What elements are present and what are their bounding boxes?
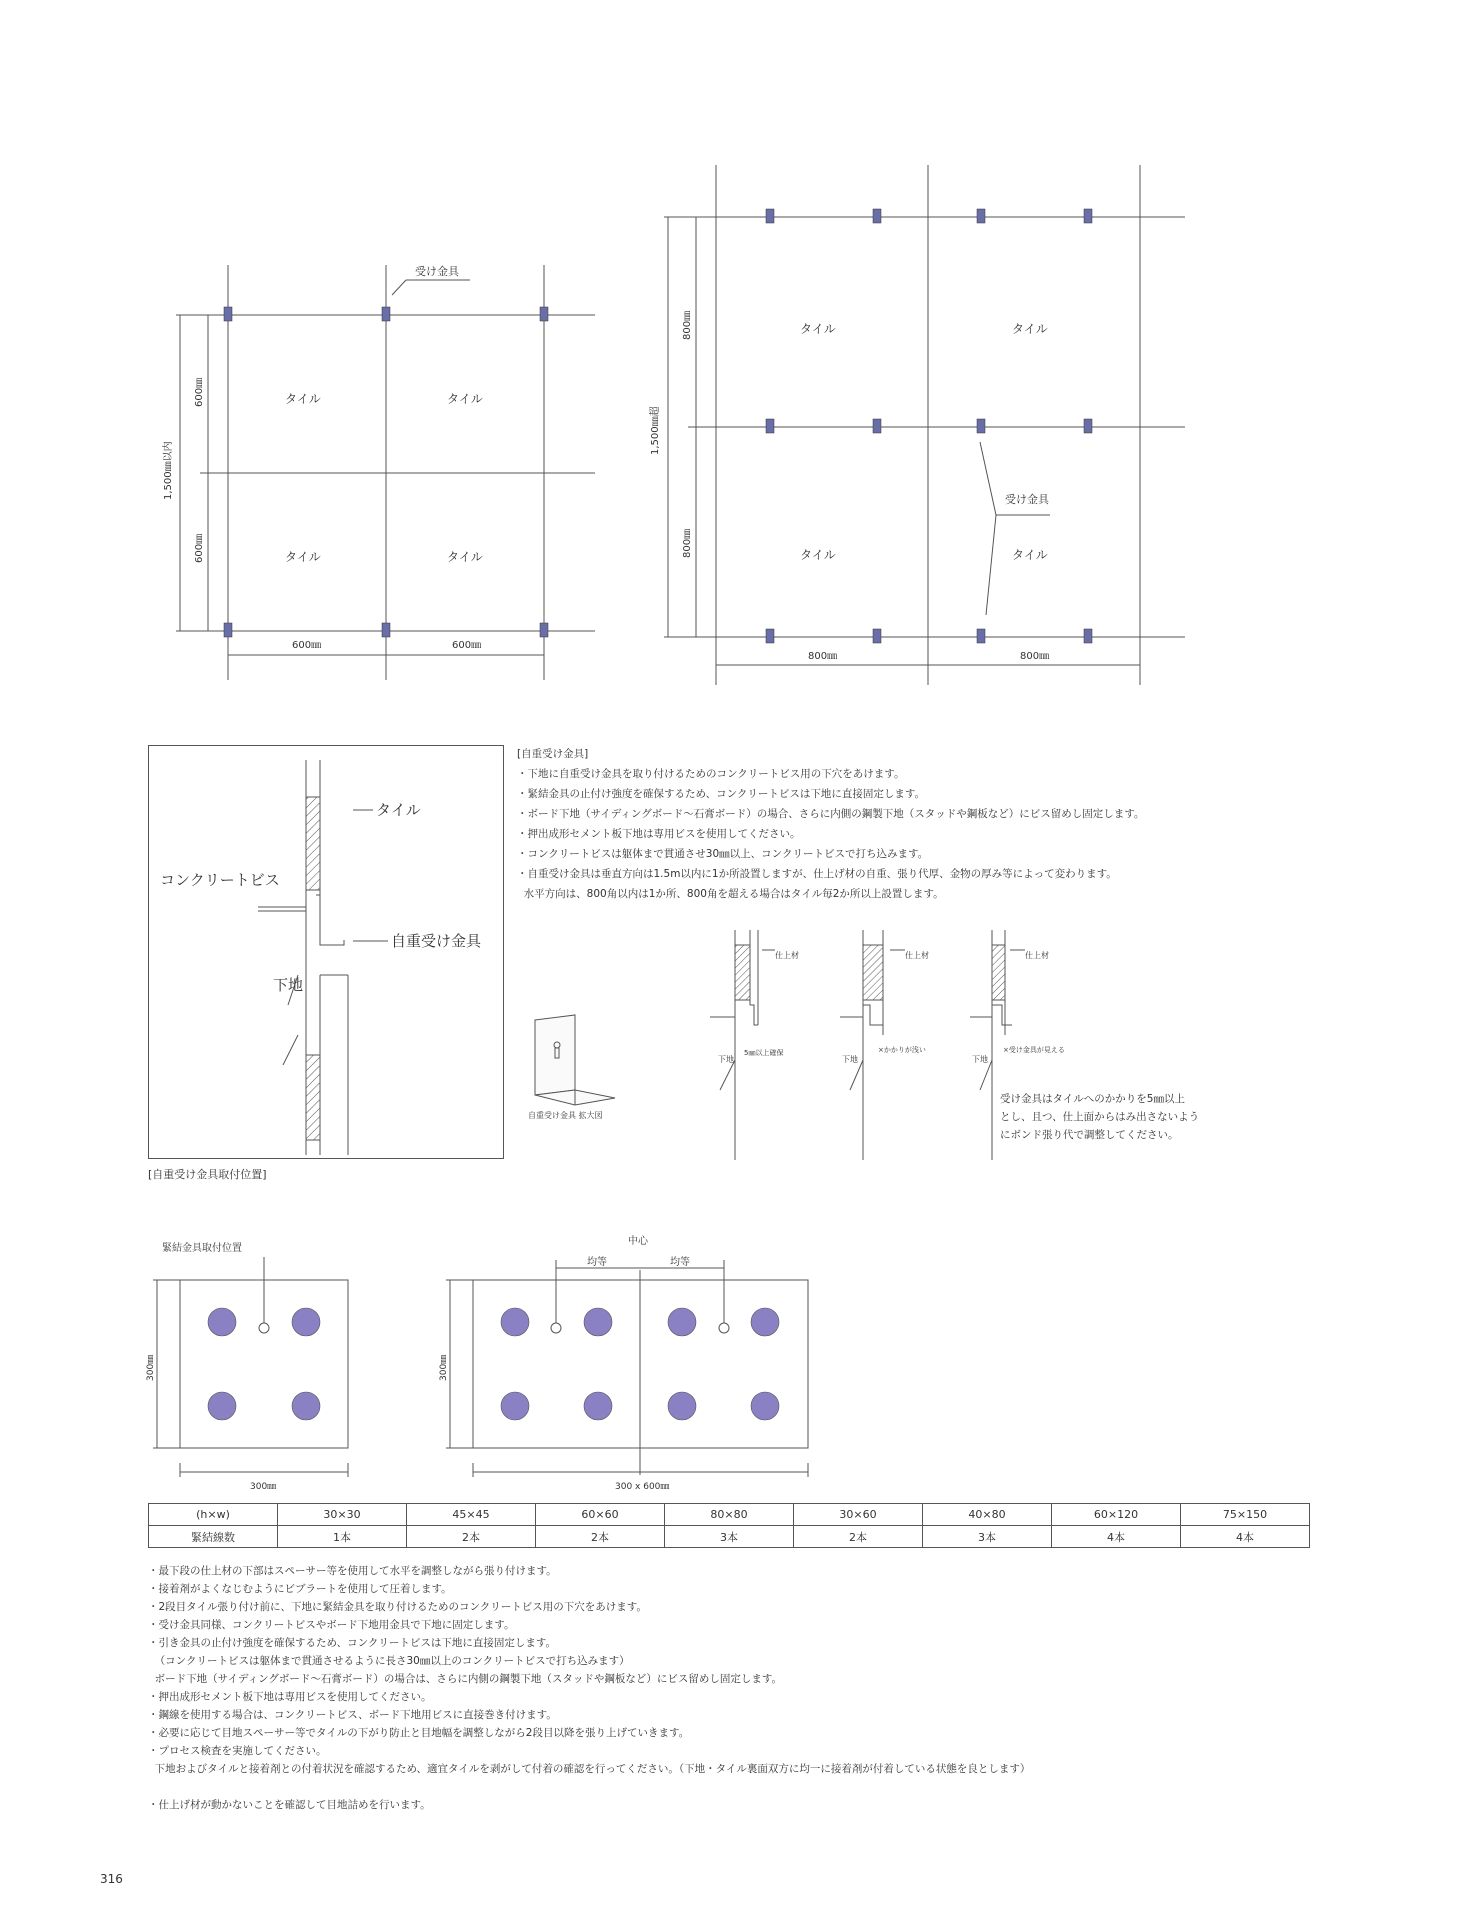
bottom-notes xyxy=(148,1562,1348,1814)
detail-note-line: とし、且つ、仕上面からはみ出さないよう xyxy=(1000,1111,1200,1123)
bracket-label: 自重受け金具 xyxy=(391,932,482,950)
table-cell: 2本 xyxy=(536,1526,665,1548)
note-line xyxy=(148,1778,1348,1796)
tile-label: タイル xyxy=(447,392,483,406)
dim-label: 300㎜ xyxy=(146,1354,156,1381)
tile-label: タイル xyxy=(285,550,321,564)
table-cell: 45×45 xyxy=(407,1504,536,1526)
spec-table-wrap xyxy=(148,1503,1310,1548)
tile-label: タイル xyxy=(1012,322,1048,336)
note-line: ボード下地（サイディングボード～石膏ボード）の場合は、さらに内側の鋼製下地（スタッドや鋼板など）にビス留めし固定します。 xyxy=(148,1673,783,1685)
note-line: ・最下段の仕上材の下部はスペーサー等を使用して水平を調整しながら張り付けます。 xyxy=(148,1565,557,1577)
tile-label: タイル xyxy=(447,550,483,564)
tile-label: タイル xyxy=(376,801,421,819)
dim-label: 600㎜ xyxy=(452,640,482,651)
page-number: 316 xyxy=(100,1872,123,1886)
note-line: 水平方向は、800角以内は1か所、800角を超える場合はタイル毎2か所以上設置します。 xyxy=(517,888,944,900)
dim-label: 800㎜ xyxy=(682,310,693,340)
tile-label: タイル xyxy=(800,322,836,336)
equal-label: 均等 xyxy=(587,1257,607,1268)
table-cell: 3本 xyxy=(923,1526,1052,1548)
note-line: ・コンクリートビスは躯体まで貫通させ30㎜以上、コンクリートビスで打ち込みます。 xyxy=(517,848,929,860)
dim-label: 800㎜ xyxy=(1020,651,1050,662)
finish-label: 仕上材 xyxy=(1025,951,1049,960)
note-line: ・仕上げ材が動かないことを確認して目地詰めを行います。 xyxy=(148,1799,431,1811)
detail-note: ×受け金具が見える xyxy=(1003,1046,1065,1054)
note-line: ・押出成形セメント板下地は専用ビスを使用してください。 xyxy=(148,1691,432,1703)
spec-table xyxy=(148,1503,1310,1548)
small-details xyxy=(700,925,1260,1165)
screw-label: コンクリートビス xyxy=(160,871,280,889)
table-row xyxy=(149,1526,1310,1548)
finish-label: 仕上材 xyxy=(775,951,799,960)
fastener-title: 緊結金具取付位置 xyxy=(162,1243,242,1254)
bracket-label: 受け金具 xyxy=(415,265,459,278)
table-cell: 4本 xyxy=(1181,1526,1310,1548)
note-line: ・プロセス検査を実施してください。 xyxy=(148,1745,327,1757)
note-line: ・自重受け金具は垂直方向は1.5m以内に1か所設置しますが、仕上げ材の自重、張り代厚、金物の厚み等によって変わります。 xyxy=(517,868,1117,880)
detail-note: ×かかりが浅い xyxy=(878,1046,926,1054)
grid-diagram-800 xyxy=(640,160,1200,700)
grid-diagram-600 xyxy=(140,255,620,695)
dim-label: 600㎜ xyxy=(292,640,322,651)
base-label: 下地 xyxy=(273,976,304,994)
table-cell: 80×80 xyxy=(665,1504,794,1526)
note-line: ・受け金具同様、コンクリートビスやボード下地用金具で下地に固定します。 xyxy=(148,1619,515,1631)
note-line: ・下地に自重受け金具を取り付けるためのコンクリートビス用の下穴をあけます。 xyxy=(517,768,905,780)
note-line: ・接着剤がよくなじむようにビブラートを使用して圧着します。 xyxy=(148,1583,452,1595)
table-cell: 60×120 xyxy=(1052,1504,1181,1526)
table-cell: 60×60 xyxy=(536,1504,665,1526)
base-label: 下地 xyxy=(842,1055,858,1064)
dim-label: 300㎜ xyxy=(439,1354,449,1381)
base-label: 下地 xyxy=(972,1055,988,1064)
finish-label: 仕上材 xyxy=(905,951,929,960)
center-label: 中心 xyxy=(628,1236,648,1247)
enlarged-label: 自重受け金具 拡大図 xyxy=(528,1111,603,1120)
note-line: ・鋼線を使用する場合は、コンクリートビス、ボード下地用ビスに直接巻き付けます。 xyxy=(148,1709,557,1721)
section-detail-box xyxy=(148,745,508,1185)
table-cell: 緊結線数 xyxy=(149,1526,278,1548)
equal-label: 均等 xyxy=(670,1257,690,1268)
dim-total-label: 1,500㎜超 xyxy=(650,406,661,455)
table-cell: (h×w) xyxy=(149,1504,278,1526)
table-cell: 1本 xyxy=(278,1526,407,1548)
caption: [自重受け金具取付位置] xyxy=(148,1168,267,1181)
bracket-notes xyxy=(517,744,1437,904)
note-line: ・ボード下地（サイディングボード～石膏ボード）の場合、さらに内側の鋼製下地（スタッドや鋼板など）にビス留めし固定します。 xyxy=(517,808,1145,820)
table-cell: 4本 xyxy=(1052,1526,1181,1548)
note-line: 下地およびタイルと接着剤との付着状況を確認するため、適宜タイルを剥がして付着の確認を行ってください。（下地・タイル裏面双方に均一に接着剤が付着している状態を良とします） xyxy=(148,1763,1031,1775)
tile-label: タイル xyxy=(285,392,321,406)
table-cell: 75×150 xyxy=(1181,1504,1310,1526)
fastener-diagrams xyxy=(140,1235,840,1500)
detail-note: 5㎜以上確保 xyxy=(744,1049,784,1057)
note-line: （コンクリートビスは躯体まで貫通させるように長さ30㎜以上のコンクリートビスで打ち込みます） xyxy=(148,1655,630,1667)
dim-label: 800㎜ xyxy=(682,528,693,558)
detail-note-line: 受け金具はタイルへのかかりを5㎜以上 xyxy=(1000,1093,1185,1105)
table-cell: 2本 xyxy=(794,1526,923,1548)
dim-label: 800㎜ xyxy=(808,651,838,662)
dim-label: 600㎜ xyxy=(194,533,205,563)
note-line: ・2段目タイル張り付け前に、下地に緊結金具を取り付けるためのコンクリートビス用の下穴をあけます。 xyxy=(148,1601,647,1613)
table-cell: 3本 xyxy=(665,1526,794,1548)
bracket-label: 受け金具 xyxy=(1005,493,1049,506)
detail-note-line: にボンド張り代で調整してください。 xyxy=(1000,1129,1179,1141)
notes-heading: [自重受け金具] xyxy=(517,748,589,760)
table-row xyxy=(149,1504,1310,1526)
table-cell: 30×30 xyxy=(278,1504,407,1526)
table-cell: 40×80 xyxy=(923,1504,1052,1526)
table-cell: 2本 xyxy=(407,1526,536,1548)
note-line: ・引き金具の止付け強度を確保するため、コンクリートビスは下地に直接固定します。 xyxy=(148,1637,557,1649)
dim-label: 600㎜ xyxy=(194,377,205,407)
note-line: ・押出成形セメント板下地は専用ビスを使用してください。 xyxy=(517,828,801,840)
tile-label: タイル xyxy=(1012,548,1048,562)
dim-label: 300㎜ xyxy=(250,1482,277,1492)
base-label: 下地 xyxy=(718,1055,734,1064)
dim-total-label: 1,500㎜以内 xyxy=(163,441,174,500)
table-cell: 30×60 xyxy=(794,1504,923,1526)
enlarged-bracket xyxy=(520,1010,630,1120)
tile-label: タイル xyxy=(800,548,836,562)
dim-label: 300 x 600㎜ xyxy=(615,1482,670,1492)
note-line: ・緊結金具の止付け強度を確保するため、コンクリートビスは下地に直接固定します。 xyxy=(517,788,926,800)
note-line: ・必要に応じて目地スペーサー等でタイルの下がり防止と目地幅を調整しながら2段目以降を張り上げていきます。 xyxy=(148,1727,690,1739)
